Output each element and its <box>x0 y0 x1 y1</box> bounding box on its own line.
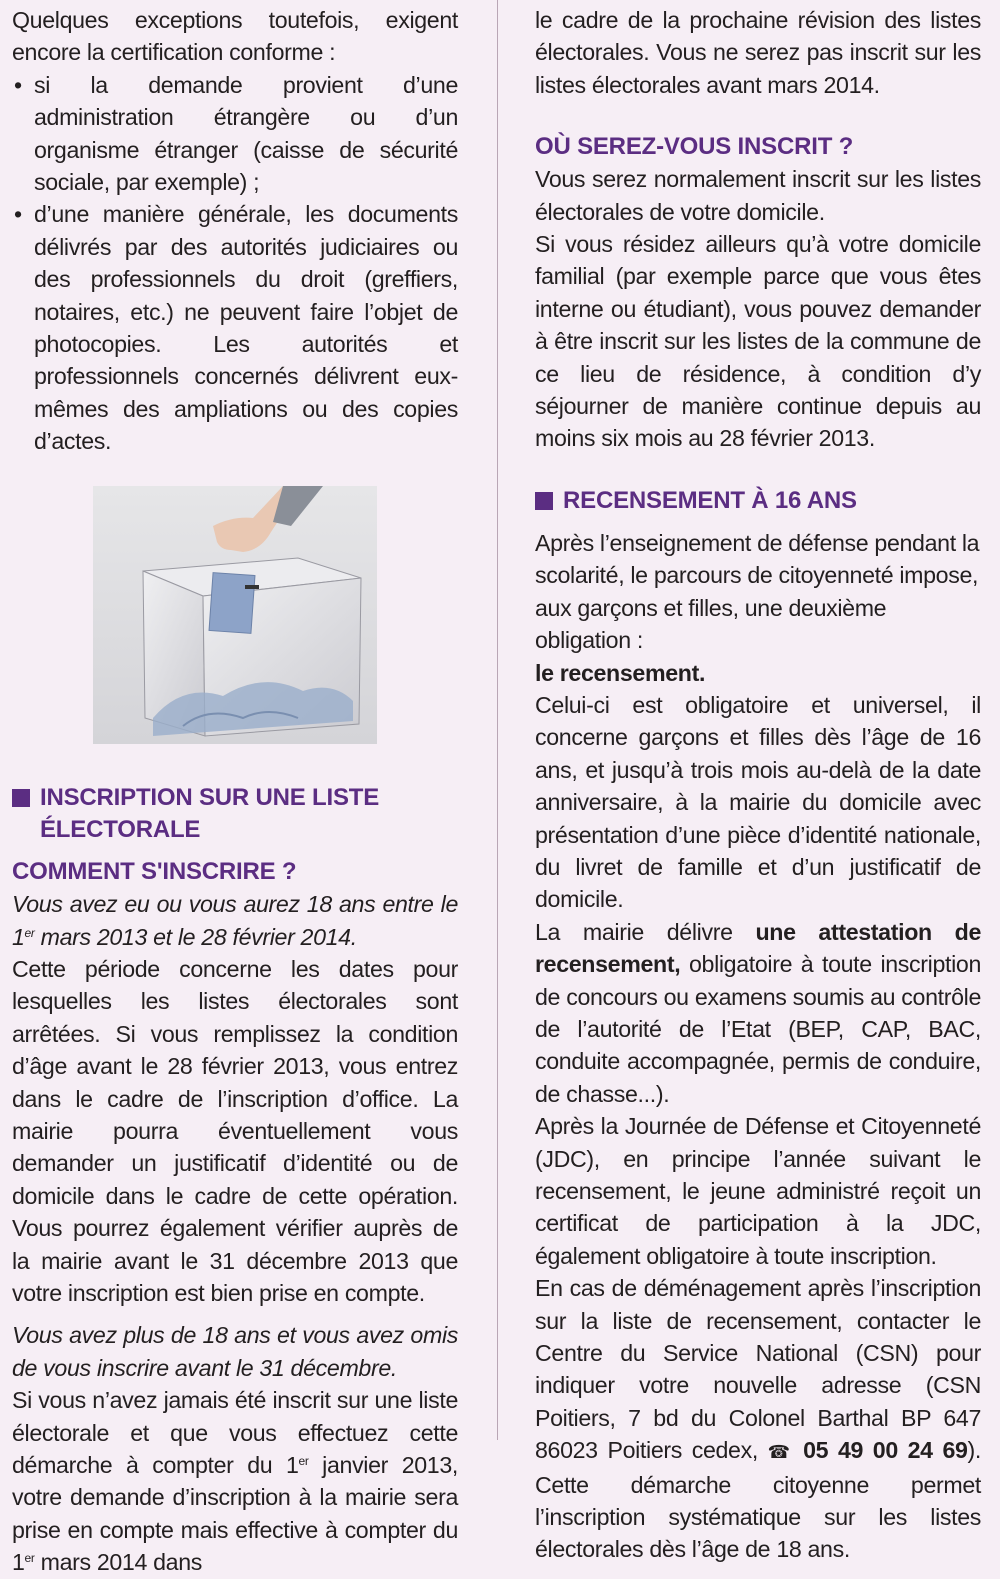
right-column <box>535 4 981 1566</box>
paragraph: La mairie délivre une attestation de recensement, obligatoire à toute inscription de concours ou examens soumis au contrôle de l’autorité de l’Etat (BEP, CAP, BAC, conduite accompagnée, permis de conduire, de chasse...). <box>535 918 981 1107</box>
italic-lead-2: Vous avez plus de 18 ans et vous avez omis de vous inscrire avant le 31 décembre. <box>12 1322 458 1381</box>
paragraph: Celui-ci est obligatoire et universel, il concerne garçons et filles dès l’âge de 16 ans, et jusqu’à trois mois au-delà de la date anniversaire, à la mairie du domicile avec présentation d’une pièce d’identité nationale, du livret de famille et d’un justificatif de domicile. <box>535 691 981 913</box>
left-column <box>12 4 458 1579</box>
italic-lead-1: Vous avez eu ou vous aurez 18 ans entre le 1er mars 2013 et le 28 février 2014. <box>12 891 458 950</box>
list-item: • si la demande provient d’une administration étrangère ou d’un organisme étranger (caisse de sécurité sociale, par exemple) ; <box>12 69 458 199</box>
column-divider <box>497 0 498 1440</box>
square-bullet-icon <box>12 789 30 807</box>
exceptions-list <box>12 69 458 458</box>
paragraph: En cas de déménagement après l’inscription sur la liste de recensement, contacter le Centre du Service National (CSN) pour indiquer votre nouvelle adresse (CSN Poitiers, 7 bd du Colonel Barthal BP 647 86023 Poitiers cedex, ☎ 05 49 00 24 69). Cette démarche citoyenne permet l’inscription systématique sur les listes électorales dès l’âge de 18 ans. <box>535 1275 982 1563</box>
section-heading-inscription: INSCRIPTION SUR UNE LISTE ÉLECTORALE <box>12 782 458 846</box>
paragraph: Si vous résidez ailleurs qu’à votre domicile familial (par exemple parce que vous êtes interne ou étudiant), vous pouvez demander à être inscrit sur les listes de la commune de ce lieu de résidence, à condition d’y séjourner de manière continue depuis au moins six mois au 28 février 2013. <box>535 231 981 452</box>
list-item: • d’une manière générale, les documents délivrés par des autorités judiciaires ou des professionnels du droit (greffiers, notaires, etc.) ne peuvent faire l’objet de photocopies. Les autorités et professionnels concernés délivrent eux-mêmes des ampliations ou des copies d’actes. <box>12 198 458 457</box>
intro-text: Quelques exceptions toutefois, exigent encore la certification conforme : <box>12 7 458 66</box>
paragraph: Si vous n’avez jamais été inscrit sur une liste électorale et que vous effectuez cette démarche à compter du 1er janvier 2013, votre demande d’inscription à la mairie sera prise en compte mais effective à compter du 1er mars 2014 dans <box>12 1387 458 1576</box>
paragraph-continued: le cadre de la prochaine révision des listes électorales. Vous ne serez pas inscrit sur les listes électorales avant mars 2014. <box>535 7 981 98</box>
paragraph: Vous serez normalement inscrit sur les listes électorales de votre domicile. <box>535 166 981 225</box>
telephone-icon: ☎ <box>767 1442 794 1463</box>
paragraph: Après la Journée de Défense et Citoyenneté (JDC), en principe l’année suivant le recensement, le jeune administré reçoit un certificat de participation à la JDC, également obligatoire à toute inscription. <box>535 1113 981 1269</box>
ballot-box-photo <box>93 486 377 744</box>
section-heading-recensement: RECENSEMENT À 16 ANS <box>535 485 981 517</box>
subheading-ou-serez-vous-inscrit: OÙ SEREZ-VOUS INSCRIT ? <box>535 133 854 161</box>
square-bullet-icon <box>535 492 553 510</box>
paragraph: Après l’enseignement de défense pendant la scolarité, le parcours de citoyenneté impose, aux garçons et filles, une deuxième obligation : <box>535 529 980 654</box>
paragraph: Cette période concerne les dates pour lesquelles les listes électorales sont arrêtées. Si vous remplissez la condition d’âge avant le 28 février 2013, vous entrez dans le cadre de l’inscription d’office. La mairie pourra éventuellement vous demander un justificatif d’identité ou de domicile dans le cadre de cette opération. Vous pourrez également vérifier auprès de la mairie avant le 31 décembre 2013 que votre inscription est bien prise en compte. <box>12 955 458 1306</box>
phone-number: 05 49 00 24 69 <box>803 1437 968 1464</box>
paragraph-bold: le recensement. <box>535 659 706 686</box>
subheading-comment-sinscrire: COMMENT S'INSCRIRE ? <box>12 858 297 886</box>
